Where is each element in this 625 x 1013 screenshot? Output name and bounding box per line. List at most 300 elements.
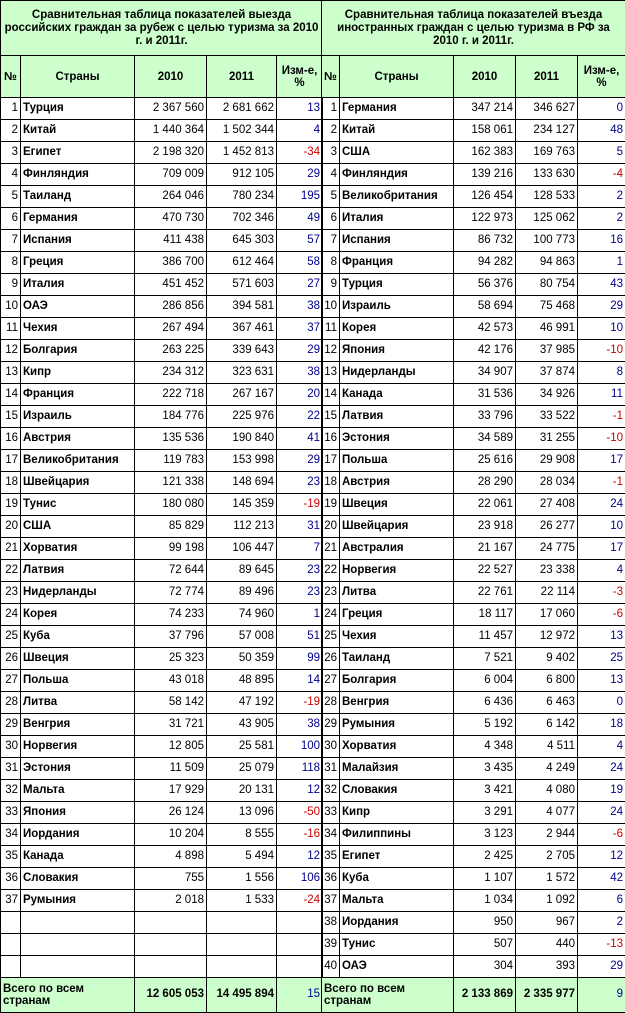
value-2011: 13 096 [207, 802, 277, 824]
value-2011: 612 464 [207, 252, 277, 274]
value-2011: 346 627 [516, 98, 578, 120]
total-label: Всего по всем странам [1, 978, 135, 1013]
change-percent: 57 [277, 230, 323, 252]
country-name: Тунис [340, 934, 454, 956]
table-row [1, 714, 323, 736]
row-number: 37 [322, 890, 340, 912]
value-2010: 72 774 [135, 582, 207, 604]
change-percent: 20 [277, 384, 323, 406]
table-row [322, 912, 625, 934]
row-number: 30 [322, 736, 340, 758]
table-row [1, 318, 323, 340]
value-2011: 225 976 [207, 406, 277, 428]
value-2010: 122 973 [454, 208, 516, 230]
change-percent [277, 956, 323, 978]
change-percent: -1 [578, 406, 625, 428]
value-2010: 3 123 [454, 824, 516, 846]
value-2011: 339 643 [207, 340, 277, 362]
change-percent: 100 [277, 736, 323, 758]
value-2011: 1 452 813 [207, 142, 277, 164]
change-percent: 29 [277, 164, 323, 186]
country-name: Малайзия [340, 758, 454, 780]
table-row [1, 890, 323, 912]
col-header-2011: 2011 [207, 56, 277, 98]
value-2010: 126 454 [454, 186, 516, 208]
value-2010: 304 [454, 956, 516, 978]
row-number: 2 [322, 120, 340, 142]
row-number: 8 [1, 252, 21, 274]
value-2011: 94 863 [516, 252, 578, 274]
value-2010: 31 536 [454, 384, 516, 406]
change-percent: -19 [277, 494, 323, 516]
row-number: 30 [1, 736, 21, 758]
country-name: Испания [21, 230, 135, 252]
value-2010: 4 898 [135, 846, 207, 868]
table-row [1, 406, 323, 428]
value-2011: 169 763 [516, 142, 578, 164]
value-2011 [207, 912, 277, 934]
country-name: Германия [21, 208, 135, 230]
table-row [322, 802, 625, 824]
value-2010: 25 323 [135, 648, 207, 670]
table-row [1, 582, 323, 604]
row-number: 22 [322, 560, 340, 582]
row-number: 1 [1, 98, 21, 120]
country-name [21, 956, 135, 978]
row-number: 32 [322, 780, 340, 802]
col-header-number: № [322, 56, 340, 98]
table-row [322, 142, 625, 164]
table-row [1, 780, 323, 802]
value-2011: 31 255 [516, 428, 578, 450]
value-2010: 85 829 [135, 516, 207, 538]
value-2011: 6 800 [516, 670, 578, 692]
value-2011: 128 533 [516, 186, 578, 208]
table-row [322, 340, 625, 362]
country-name: Германия [340, 98, 454, 120]
col-header-2011: 2011 [516, 56, 578, 98]
table-row [322, 450, 625, 472]
value-2011: 4 249 [516, 758, 578, 780]
row-number: 15 [1, 406, 21, 428]
table-row [322, 362, 625, 384]
value-2010: 2 367 560 [135, 98, 207, 120]
table-row [322, 494, 625, 516]
value-2010: 470 730 [135, 208, 207, 230]
value-2010: 6 436 [454, 692, 516, 714]
row-number: 21 [1, 538, 21, 560]
value-2011: 106 447 [207, 538, 277, 560]
row-number: 40 [322, 956, 340, 978]
value-2010: 11 457 [454, 626, 516, 648]
row-number: 32 [1, 780, 21, 802]
country-name: Мальта [340, 890, 454, 912]
row-number: 23 [322, 582, 340, 604]
country-name: ОАЭ [340, 956, 454, 978]
col-header-country: Страны [340, 56, 454, 98]
value-2011: 37 874 [516, 362, 578, 384]
change-percent: -19 [277, 692, 323, 714]
country-name: Венгрия [21, 714, 135, 736]
value-2011: 6 142 [516, 714, 578, 736]
country-name: Великобритания [21, 450, 135, 472]
row-number: 1 [322, 98, 340, 120]
value-2010: 43 018 [135, 670, 207, 692]
row-number: 11 [1, 318, 21, 340]
change-percent: 12 [277, 780, 323, 802]
row-number: 26 [1, 648, 21, 670]
table-row [1, 846, 323, 868]
value-2010: 386 700 [135, 252, 207, 274]
value-2011: 145 359 [207, 494, 277, 516]
table-row [1, 560, 323, 582]
change-percent: 4 [277, 120, 323, 142]
value-2010: 22 527 [454, 560, 516, 582]
row-number: 35 [322, 846, 340, 868]
change-percent: 4 [578, 560, 625, 582]
value-2011: 29 908 [516, 450, 578, 472]
value-2010: 4 348 [454, 736, 516, 758]
value-2010: 950 [454, 912, 516, 934]
row-number: 13 [1, 362, 21, 384]
row-number: 5 [322, 186, 340, 208]
change-percent: 2 [578, 208, 625, 230]
value-2011: 8 555 [207, 824, 277, 846]
country-name: Польша [340, 450, 454, 472]
table-row [322, 428, 625, 450]
col-header-number: № [1, 56, 21, 98]
country-name: Швеция [21, 648, 135, 670]
value-2010: 33 796 [454, 406, 516, 428]
value-2010: 22 761 [454, 582, 516, 604]
country-name: Австралия [340, 538, 454, 560]
value-2010: 86 732 [454, 230, 516, 252]
table-row [322, 824, 625, 846]
table-row [322, 758, 625, 780]
row-number: 9 [322, 274, 340, 296]
value-2011: 9 402 [516, 648, 578, 670]
value-2010: 31 721 [135, 714, 207, 736]
value-2011: 2 681 662 [207, 98, 277, 120]
row-number: 12 [322, 340, 340, 362]
table-row [322, 648, 625, 670]
change-percent [277, 912, 323, 934]
change-percent: 29 [277, 340, 323, 362]
change-percent [277, 934, 323, 956]
value-2010 [135, 912, 207, 934]
country-name: Латвия [340, 406, 454, 428]
value-2011: 112 213 [207, 516, 277, 538]
change-percent: -34 [277, 142, 323, 164]
value-2011: 367 461 [207, 318, 277, 340]
value-2010: 347 214 [454, 98, 516, 120]
country-name: Египет [21, 142, 135, 164]
value-2010: 234 312 [135, 362, 207, 384]
change-percent: 24 [578, 802, 625, 824]
change-percent: 49 [277, 208, 323, 230]
value-2010: 58 142 [135, 692, 207, 714]
row-number: 35 [1, 846, 21, 868]
country-name: Чехия [340, 626, 454, 648]
value-2010: 3 421 [454, 780, 516, 802]
value-2010: 264 046 [135, 186, 207, 208]
country-name: Греция [21, 252, 135, 274]
country-name: Кипр [340, 802, 454, 824]
row-number: 25 [322, 626, 340, 648]
row-number: 6 [1, 208, 21, 230]
row-number: 25 [1, 626, 21, 648]
country-name: Чехия [21, 318, 135, 340]
value-2010: 7 521 [454, 648, 516, 670]
value-2010: 222 718 [135, 384, 207, 406]
value-2010: 1 440 364 [135, 120, 207, 142]
value-2011: 46 991 [516, 318, 578, 340]
row-number [1, 956, 21, 978]
country-name: Литва [340, 582, 454, 604]
table-row [1, 164, 323, 186]
country-name: Швейцария [21, 472, 135, 494]
table-row [322, 890, 625, 912]
value-2010: 6 004 [454, 670, 516, 692]
value-2011: 234 127 [516, 120, 578, 142]
row-number: 36 [322, 868, 340, 890]
table-row [322, 252, 625, 274]
table-row [1, 626, 323, 648]
change-percent: 19 [578, 780, 625, 802]
table-row [1, 98, 323, 120]
change-percent: -1 [578, 472, 625, 494]
country-name: Япония [340, 340, 454, 362]
value-2011: 100 773 [516, 230, 578, 252]
country-name: Нидерланды [21, 582, 135, 604]
change-percent: 23 [277, 560, 323, 582]
row-number: 8 [322, 252, 340, 274]
change-percent: -50 [277, 802, 323, 824]
row-number: 5 [1, 186, 21, 208]
row-number: 38 [322, 912, 340, 934]
change-percent: 38 [277, 362, 323, 384]
value-2011: 323 631 [207, 362, 277, 384]
row-number: 4 [322, 164, 340, 186]
change-percent: -3 [578, 582, 625, 604]
value-2010: 10 204 [135, 824, 207, 846]
table-row [322, 934, 625, 956]
table-row [1, 692, 323, 714]
country-name: Финляндия [21, 164, 135, 186]
change-percent: 13 [277, 98, 323, 120]
change-percent: 51 [277, 626, 323, 648]
table-row [322, 296, 625, 318]
change-percent: 17 [578, 450, 625, 472]
value-2011: 2 944 [516, 824, 578, 846]
value-2011: 267 167 [207, 384, 277, 406]
value-2011: 27 408 [516, 494, 578, 516]
value-2011: 1 556 [207, 868, 277, 890]
change-percent: 14 [277, 670, 323, 692]
change-percent: 8 [578, 362, 625, 384]
value-2010 [135, 934, 207, 956]
row-number: 34 [1, 824, 21, 846]
value-2011: 12 972 [516, 626, 578, 648]
value-2011: 34 926 [516, 384, 578, 406]
table-row [1, 604, 323, 626]
table-row [1, 824, 323, 846]
change-percent: 24 [578, 758, 625, 780]
row-number: 28 [322, 692, 340, 714]
value-2011: 22 114 [516, 582, 578, 604]
total-change: 15 [277, 978, 323, 1013]
country-name: Австрия [21, 428, 135, 450]
country-name: Иордания [21, 824, 135, 846]
table-row [322, 98, 625, 120]
change-percent: 37 [277, 318, 323, 340]
value-2010: 184 776 [135, 406, 207, 428]
country-name: Турция [21, 98, 135, 120]
table-row [1, 274, 323, 296]
value-2010: 135 536 [135, 428, 207, 450]
value-2011: 80 754 [516, 274, 578, 296]
country-name: Румыния [21, 890, 135, 912]
value-2010: 22 061 [454, 494, 516, 516]
table-row [322, 538, 625, 560]
value-2011: 1 092 [516, 890, 578, 912]
change-percent: 58 [277, 252, 323, 274]
country-name: Хорватия [340, 736, 454, 758]
value-2011: 571 603 [207, 274, 277, 296]
value-2011: 967 [516, 912, 578, 934]
value-2010: 162 383 [454, 142, 516, 164]
table-row [1, 384, 323, 406]
value-2010: 139 216 [454, 164, 516, 186]
value-2010: 74 233 [135, 604, 207, 626]
change-percent: -10 [578, 428, 625, 450]
country-name: Франция [340, 252, 454, 274]
value-2011: 28 034 [516, 472, 578, 494]
value-2010: 451 452 [135, 274, 207, 296]
row-number: 11 [322, 318, 340, 340]
value-2011: 74 960 [207, 604, 277, 626]
country-name: Греция [340, 604, 454, 626]
change-percent: 48 [578, 120, 625, 142]
table-row [322, 384, 625, 406]
country-name: Канада [340, 384, 454, 406]
table-row [322, 560, 625, 582]
country-name: Египет [340, 846, 454, 868]
change-percent: -6 [578, 824, 625, 846]
country-name: Финляндия [340, 164, 454, 186]
value-2011: 33 522 [516, 406, 578, 428]
row-number: 6 [322, 208, 340, 230]
table-row [322, 692, 625, 714]
table-row [1, 934, 323, 956]
value-2011 [207, 956, 277, 978]
table-row [1, 252, 323, 274]
value-2011: 394 581 [207, 296, 277, 318]
row-number: 9 [1, 274, 21, 296]
value-2010: 755 [135, 868, 207, 890]
row-number: 24 [322, 604, 340, 626]
change-percent: -13 [578, 934, 625, 956]
change-percent: 29 [277, 450, 323, 472]
change-percent: 38 [277, 296, 323, 318]
table-row [1, 516, 323, 538]
change-percent: 22 [277, 406, 323, 428]
change-percent: 38 [277, 714, 323, 736]
table-row [322, 120, 625, 142]
row-number: 12 [1, 340, 21, 362]
row-number: 18 [1, 472, 21, 494]
total-row [322, 978, 625, 1013]
country-name: Литва [21, 692, 135, 714]
table-row [322, 604, 625, 626]
country-name: Филиппины [340, 824, 454, 846]
country-name: Италия [340, 208, 454, 230]
row-number: 33 [322, 802, 340, 824]
row-number: 7 [322, 230, 340, 252]
change-percent: 29 [578, 296, 625, 318]
country-name: Польша [21, 670, 135, 692]
change-percent: 12 [578, 846, 625, 868]
table-row [322, 230, 625, 252]
row-number: 29 [322, 714, 340, 736]
table-row [322, 164, 625, 186]
table-row [322, 780, 625, 802]
country-name: Норвегия [21, 736, 135, 758]
change-percent: 1 [277, 604, 323, 626]
country-name: Израиль [21, 406, 135, 428]
table-row [1, 912, 323, 934]
value-2011: 1 533 [207, 890, 277, 912]
row-number: 33 [1, 802, 21, 824]
table-row [1, 494, 323, 516]
change-percent: 42 [578, 868, 625, 890]
value-2011: 50 359 [207, 648, 277, 670]
change-percent: 4 [578, 736, 625, 758]
value-2011: 25 581 [207, 736, 277, 758]
value-2010: 25 616 [454, 450, 516, 472]
country-name [21, 934, 135, 956]
country-name: Швеция [340, 494, 454, 516]
country-name: Корея [21, 604, 135, 626]
value-2010: 12 805 [135, 736, 207, 758]
value-2011: 5 494 [207, 846, 277, 868]
value-2010: 119 783 [135, 450, 207, 472]
table-row [322, 516, 625, 538]
value-2011: 4 080 [516, 780, 578, 802]
inbound-table-title: Сравнительная таблица показателей въезда иностранных граждан с целью туризма в РФ за 2010 г. и 2011г. [322, 1, 625, 56]
row-number: 14 [1, 384, 21, 406]
table-row [1, 868, 323, 890]
country-name: Австрия [340, 472, 454, 494]
country-name: Канада [21, 846, 135, 868]
country-name: Швейцария [340, 516, 454, 538]
total-2010: 12 605 053 [135, 978, 207, 1013]
table-row [322, 670, 625, 692]
country-name: Куба [21, 626, 135, 648]
country-name: Венгрия [340, 692, 454, 714]
value-2011: 440 [516, 934, 578, 956]
row-number: 20 [1, 516, 21, 538]
value-2011: 645 303 [207, 230, 277, 252]
row-number: 23 [1, 582, 21, 604]
change-percent: -4 [578, 164, 625, 186]
change-percent: 2 [578, 186, 625, 208]
row-number: 14 [322, 384, 340, 406]
country-name: Турция [340, 274, 454, 296]
row-number: 24 [1, 604, 21, 626]
value-2010: 3 435 [454, 758, 516, 780]
value-2011: 148 694 [207, 472, 277, 494]
